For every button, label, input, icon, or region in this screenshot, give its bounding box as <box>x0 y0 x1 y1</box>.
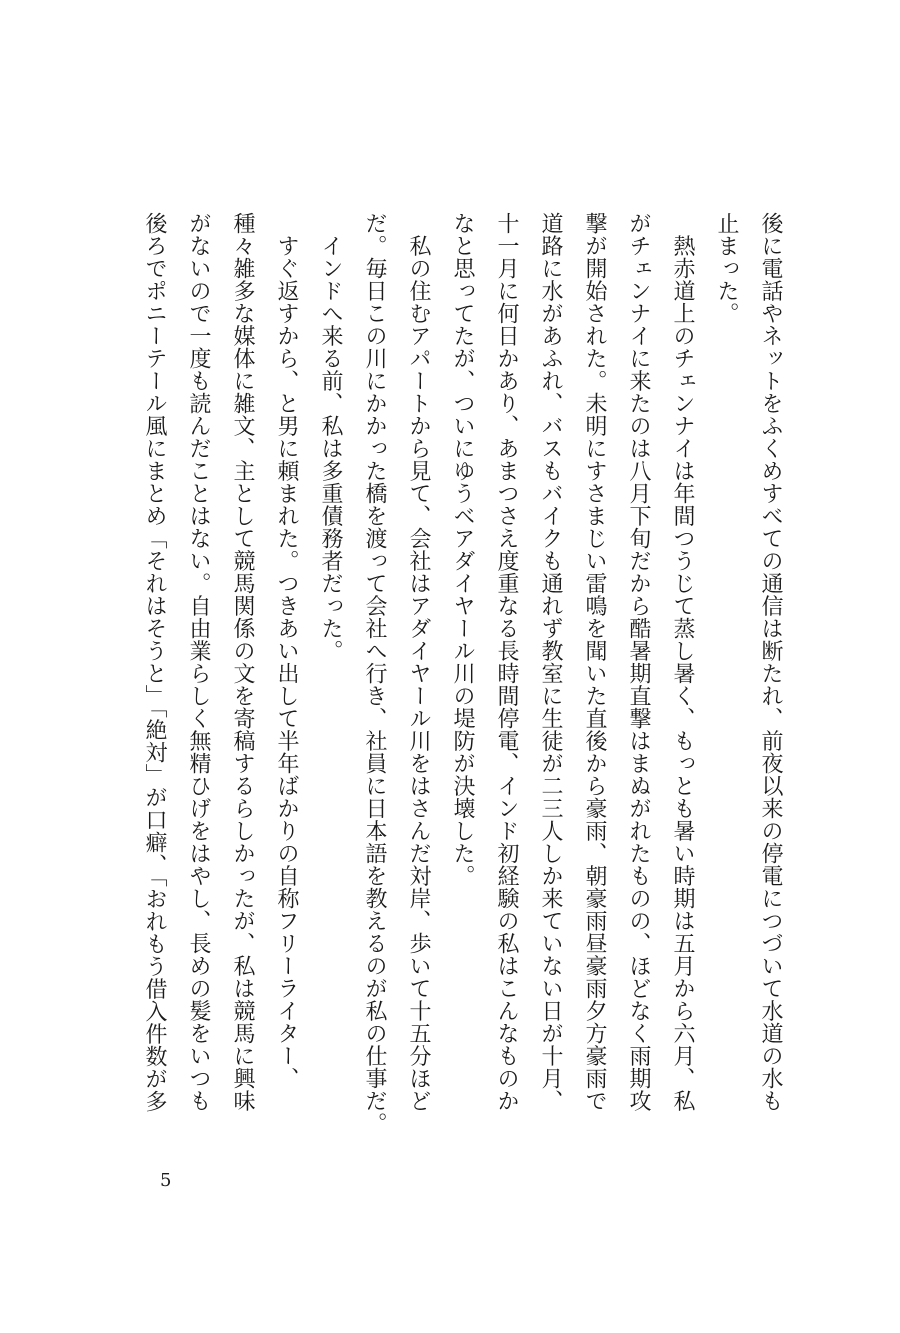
text-line: だ。毎日この川にかかった橋を渡って会社へ行き、社員に日本語を教えるのが私の仕事だ。 <box>362 212 387 1135</box>
text-line: 後に電話やネットをふくめすべての通信は断たれ、前夜以来の停電につづいて水道の水も <box>758 212 783 1112</box>
text-line: 熱赤道上のチェンナイは年間つうじて蒸し暑く、もっとも暑い時期は五月から六月、私 <box>670 212 695 1112</box>
text-line: 後ろでポニーテール風にまとめ「それはそうと」「絶対」が口癖、「おれもう借入件数が多 <box>142 212 167 1113</box>
page-number: 5 <box>160 1170 172 1191</box>
text-line: がないので一度も読んだことはない。自由業らしく無精ひげをはやし、長めの髪をいつも <box>186 212 211 1112</box>
text-line: 私の住むアパートから見て、会社はアダイヤール川をはさんだ対岸、歩いて十五分ほど <box>406 212 431 1112</box>
text-line: すぐ返すから、と男に頼まれた。つきあい出して半年ばかりの自称フリーライター、 <box>274 212 299 1090</box>
text-line: 種々雑多な媒体に雑文、主として競馬関係の文を寄稿するらしかったが、私は競馬に興味 <box>230 212 255 1112</box>
vertical-text-block <box>132 212 792 1135</box>
text-line: なと思ってたが、ついにゆうベアダイヤール川の堤防が決壊した。 <box>450 212 475 887</box>
text-line: 撃が開始された。未明にすさまじい雷鳴を聞いた直後から豪雨、朝豪雨昼豪雨夕方豪雨で <box>582 212 607 1112</box>
text-line: インドへ来る前、私は多重債務者だった。 <box>318 212 343 662</box>
text-line: がチェンナイに来たのは八月下旬だから酷暑期直撃はまぬがれたものの、ほどなく雨期攻 <box>626 212 651 1112</box>
text-line: 十一月に何日かあり、あまつさえ度重なる長時間停電、インド初経験の私はこんなものか <box>494 212 519 1112</box>
text-line: 道路に水があふれ、バスもバイクも通れず教室に生徒が二三人しか来ていない日が十月、 <box>538 212 563 1112</box>
text-line: 止まった。 <box>714 212 739 325</box>
